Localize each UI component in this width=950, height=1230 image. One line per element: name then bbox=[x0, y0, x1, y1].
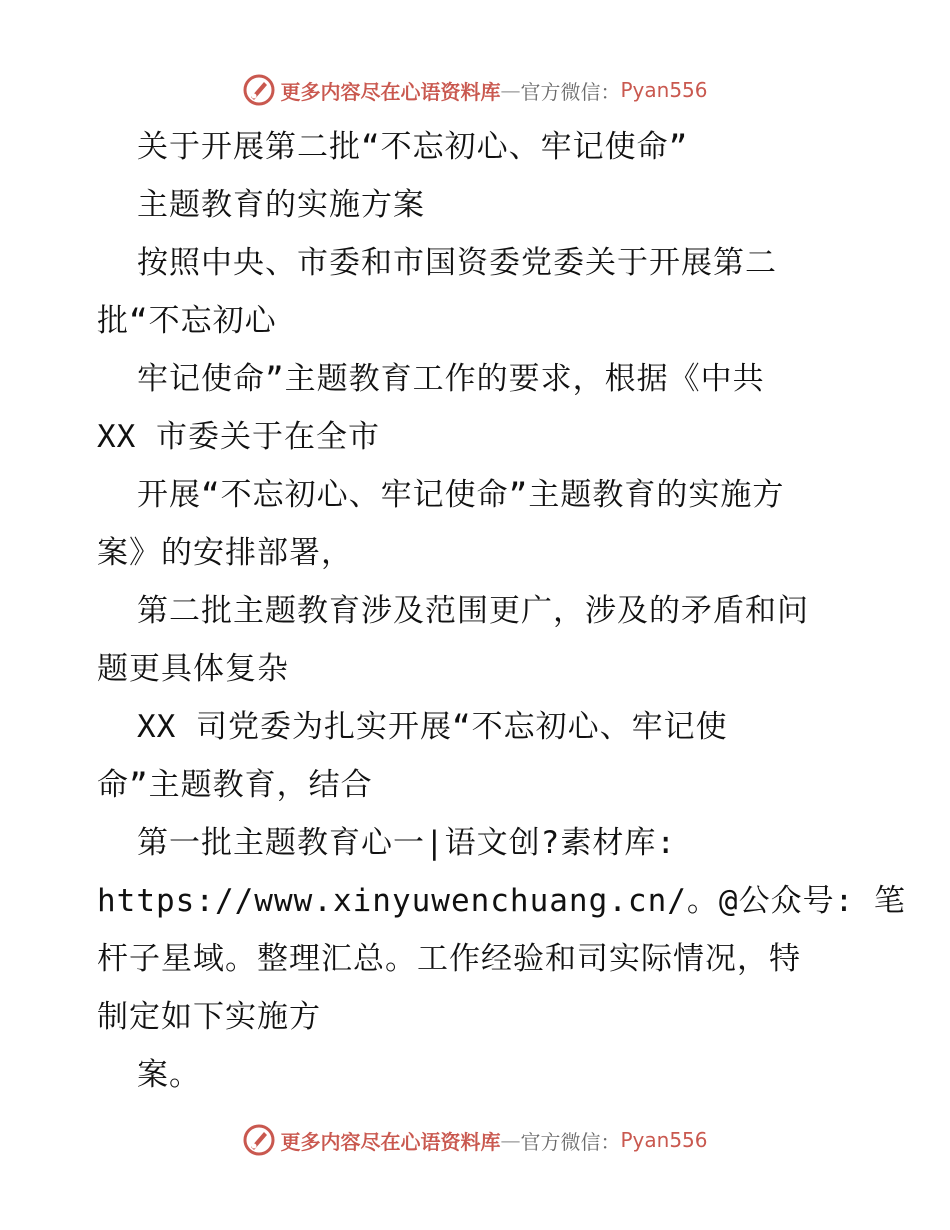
body-line: https://www.xinyuwenchuang.cn/。@公众号: 笔 bbox=[97, 883, 906, 919]
banner-official-text: 官方微信： bbox=[520, 1129, 621, 1154]
body-line: 开展“不忘初心、牢记使命”主题教育的实施方 bbox=[137, 477, 785, 513]
body-line: 命”主题教育，结合 bbox=[97, 767, 373, 803]
body-line: 制定如下实施方 bbox=[97, 999, 321, 1035]
banner-wechat-id: Pyan556 bbox=[620, 1128, 708, 1152]
body-line: 主题教育的实施方案 bbox=[137, 187, 425, 223]
body-line: XX 市委关于在全市 bbox=[97, 419, 380, 455]
body-line: 批“不忘初心 bbox=[97, 303, 277, 339]
body-line: 杆子星域。整理汇总。工作经验和司实际情况，特 bbox=[97, 941, 801, 977]
body-line: 案》的安排部署， bbox=[97, 535, 353, 571]
banner-main-text: 更多内容尽在心语资料库 bbox=[280, 79, 501, 104]
body-line: 牢记使命”主题教育工作的要求，根据《中共 bbox=[137, 361, 765, 397]
body-line: 第一批主题教育心一|语文创?素材库: bbox=[137, 825, 676, 861]
banner-dash: — bbox=[500, 1128, 521, 1152]
footer-banner bbox=[0, 1120, 950, 1160]
banner-wechat-id: Pyan556 bbox=[620, 78, 708, 102]
body-line: XX 司党委为扎实开展“不忘初心、牢记使 bbox=[137, 709, 728, 745]
logo-icon bbox=[242, 1123, 276, 1157]
logo-icon bbox=[242, 73, 276, 107]
body-line: 题更具体复杂 bbox=[97, 651, 289, 687]
header-banner bbox=[0, 70, 950, 110]
banner-official-text: 官方微信： bbox=[520, 79, 621, 104]
banner-main-text: 更多内容尽在心语资料库 bbox=[280, 1129, 501, 1154]
body-line: 案。 bbox=[137, 1057, 201, 1093]
banner-dash: — bbox=[500, 78, 521, 102]
body-line: 第二批主题教育涉及范围更广，涉及的矛盾和问 bbox=[137, 593, 809, 629]
document-body bbox=[97, 118, 906, 1104]
body-line: 按照中央、市委和市国资委党委关于开展第二 bbox=[137, 245, 777, 281]
body-line: 关于开展第二批“不忘初心、牢记使命” bbox=[137, 129, 689, 165]
